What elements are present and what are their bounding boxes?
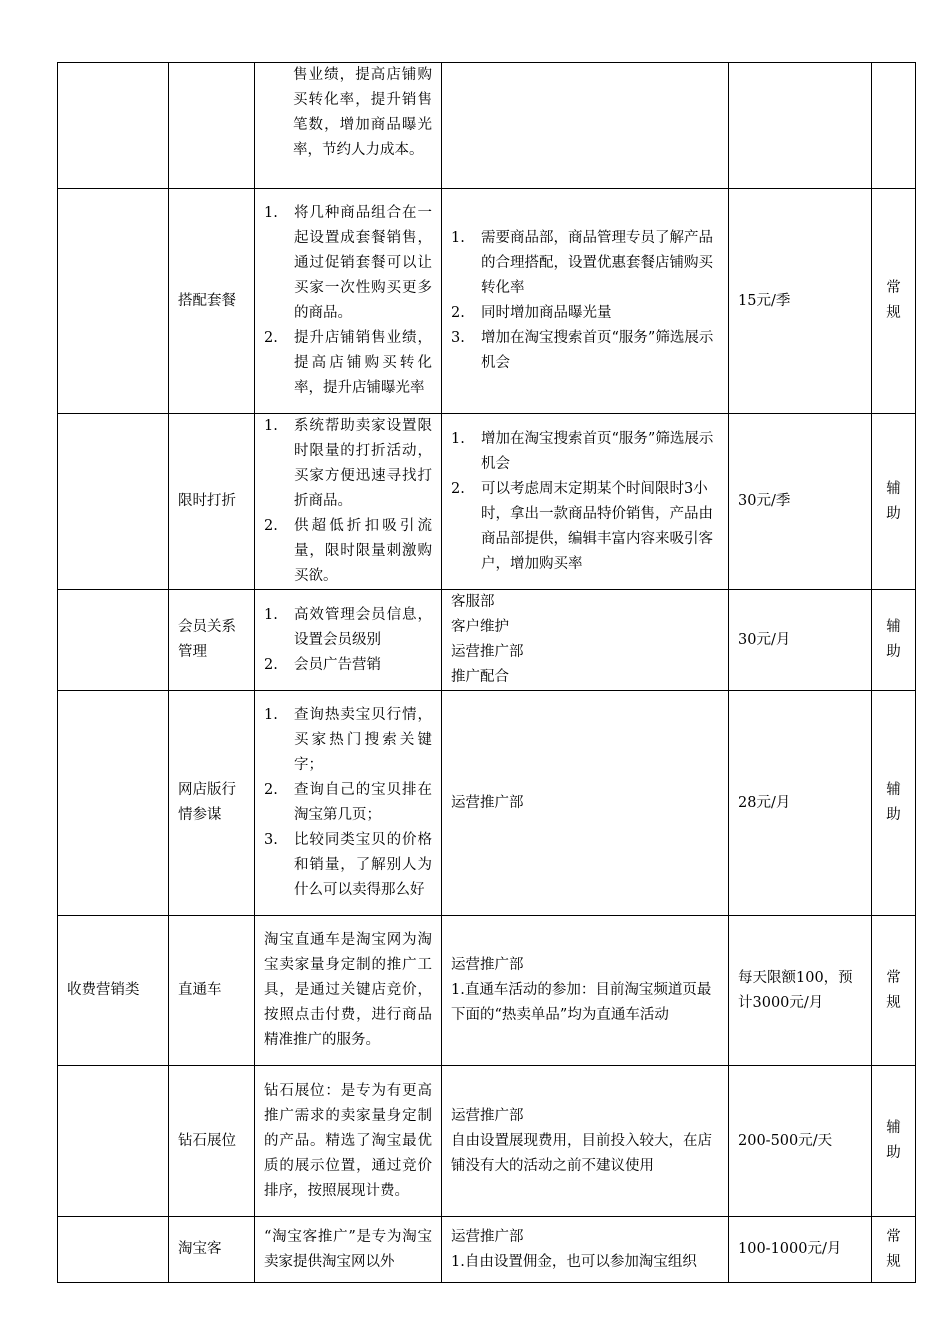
category-cell (58, 189, 169, 414)
application-line: 运营推广部 (451, 644, 524, 660)
application-line: 运营推广部 (451, 957, 524, 973)
application-cell (442, 1217, 729, 1283)
table-row (58, 63, 916, 189)
cost-cell: 100-1000元/月 (729, 1217, 872, 1283)
note-cell: 辅助 (872, 414, 916, 590)
tool-name-cell (169, 63, 255, 189)
tool-name-cell: 网店版行情参谋 (169, 691, 255, 916)
category-cell: 收费营销类 (58, 916, 169, 1066)
application-line: 客服部 (451, 594, 495, 610)
application-item: 2. 同时增加商品曝光量 (481, 301, 719, 326)
application-line: 运营推广部 (451, 1228, 524, 1245)
cost-cell: 每天限额100，预计3000元/月 (729, 916, 872, 1066)
cost-cell (729, 63, 872, 189)
table-row (58, 590, 916, 691)
category-cell (58, 691, 169, 916)
note-cell: 辅助 (872, 1066, 916, 1217)
tool-name-cell: 搭配套餐 (169, 189, 255, 414)
category-cell (58, 590, 169, 691)
tool-name-cell: 会员关系管理 (169, 590, 255, 691)
application-cell (442, 916, 729, 1066)
features-text: 淘宝直通车是淘宝网为淘宝卖家量身定制的推广工具，是通过关键店竞价，按照点击付费，进行商品精准推广的服务。 (264, 932, 432, 1048)
application-line: 运营推广部 (451, 794, 524, 811)
table-row (58, 414, 916, 590)
cost-cell: 30元/月 (729, 590, 872, 691)
feature-item: 3. 比较同类宝贝的价格和销量，了解别人为什么可以卖得那么好 (294, 828, 432, 903)
features-text: 售业绩，提高店铺购买转化率，提升销售笔数，增加商品曝光率，节约人力成本。 (293, 67, 432, 158)
features-cell (255, 1066, 442, 1217)
table-row (58, 1217, 916, 1283)
features-cell (255, 63, 442, 189)
note-cell: 常规 (872, 189, 916, 414)
application-cell (442, 691, 729, 916)
note-cell: 辅助 (872, 590, 916, 691)
features-cell (255, 189, 442, 414)
category-cell (58, 63, 169, 189)
tool-name-cell: 淘宝客 (169, 1217, 255, 1283)
category-cell (58, 1066, 169, 1217)
tool-name-cell: 钻石展位 (169, 1066, 255, 1217)
feature-item: 2. 查询自己的宝贝排在淘宝第几页； (294, 778, 432, 828)
application-item: 2. 可以考虑周末定期某个时间限时3小时，拿出一款商品特价销售，产品由商品部提供，编辑丰富内容来吸引客户，增加购买率 (481, 477, 719, 577)
application-line: 推广配合 (451, 669, 509, 685)
application-cell (442, 63, 729, 189)
feature-item: 2. 提升店铺销售业绩，提高店铺购买转化率，提升店铺曝光率 (294, 326, 432, 401)
feature-item: 1. 系统帮助卖家设置限时限量的打折活动，买家方便迅速寻找打折商品。 (294, 414, 432, 514)
note-cell (872, 63, 916, 189)
application-cell (442, 590, 729, 691)
features-cell (255, 590, 442, 691)
feature-item: 1. 查询热卖宝贝行情，买家热门搜索关键字； (294, 703, 432, 778)
table-row (58, 189, 916, 414)
feature-item: 2. 会员广告营销 (294, 653, 432, 678)
application-cell (442, 414, 729, 590)
marketing-tools-table (57, 62, 916, 1283)
note-cell: 常规 (872, 1217, 916, 1283)
feature-item: 1. 将几种商品组合在一起设置成套餐销售，通过促销套餐可以让买家一次性购买更多的商品。 (294, 201, 432, 326)
cost-cell: 28元/月 (729, 691, 872, 916)
features-cell (255, 414, 442, 590)
features-cell (255, 916, 442, 1066)
application-line: 运营推广部 (451, 1107, 524, 1124)
cost-cell: 30元/季 (729, 414, 872, 590)
feature-item: 1. 高效管理会员信息，设置会员级别 (294, 603, 432, 653)
application-item: 1. 增加在淘宝搜索首页“服务”筛选展示机会 (481, 427, 719, 477)
features-cell (255, 1217, 442, 1283)
application-line: 客户维护 (451, 619, 509, 635)
application-cell (442, 1066, 729, 1217)
category-cell (58, 414, 169, 590)
features-text: “淘宝客推广”是专为淘宝卖家提供淘宝网以外 (264, 1228, 432, 1270)
table-row (58, 691, 916, 916)
tool-name-cell: 直通车 (169, 916, 255, 1066)
cost-cell: 15元/季 (729, 189, 872, 414)
note-cell: 常规 (872, 916, 916, 1066)
features-text: 钻石展位：是专为有更高推广需求的卖家量身定制的产品。精选了淘宝最优质的展示位置，通过竞价排序，按照展现计费。 (264, 1082, 432, 1199)
category-cell (58, 1217, 169, 1283)
cost-cell: 200-500元/天 (729, 1066, 872, 1217)
application-item: 3. 增加在淘宝搜索首页“服务”筛选展示机会 (481, 326, 719, 376)
note-cell: 辅助 (872, 691, 916, 916)
feature-item: 2. 供超低折扣吸引流量，限时限量刺激购买欲。 (294, 514, 432, 589)
application-item: 1. 需要商品部，商品管理专员了解产品的合理搭配，设置优惠套餐店铺购买转化率 (481, 226, 719, 301)
tool-name-cell: 限时打折 (169, 414, 255, 590)
application-line: 1.自由设置佣金，也可以参加淘宝组织 (451, 1253, 697, 1270)
application-line: 1.直通车活动的参加：目前淘宝频道页最下面的“热卖单品”均为直通车活动 (451, 982, 712, 1023)
table-row (58, 1066, 916, 1217)
table-row (58, 916, 916, 1066)
application-line: 自由设置展现费用，目前投入较大，在店铺没有大的活动之前不建议使用 (451, 1132, 712, 1174)
features-cell (255, 691, 442, 916)
application-cell (442, 189, 729, 414)
